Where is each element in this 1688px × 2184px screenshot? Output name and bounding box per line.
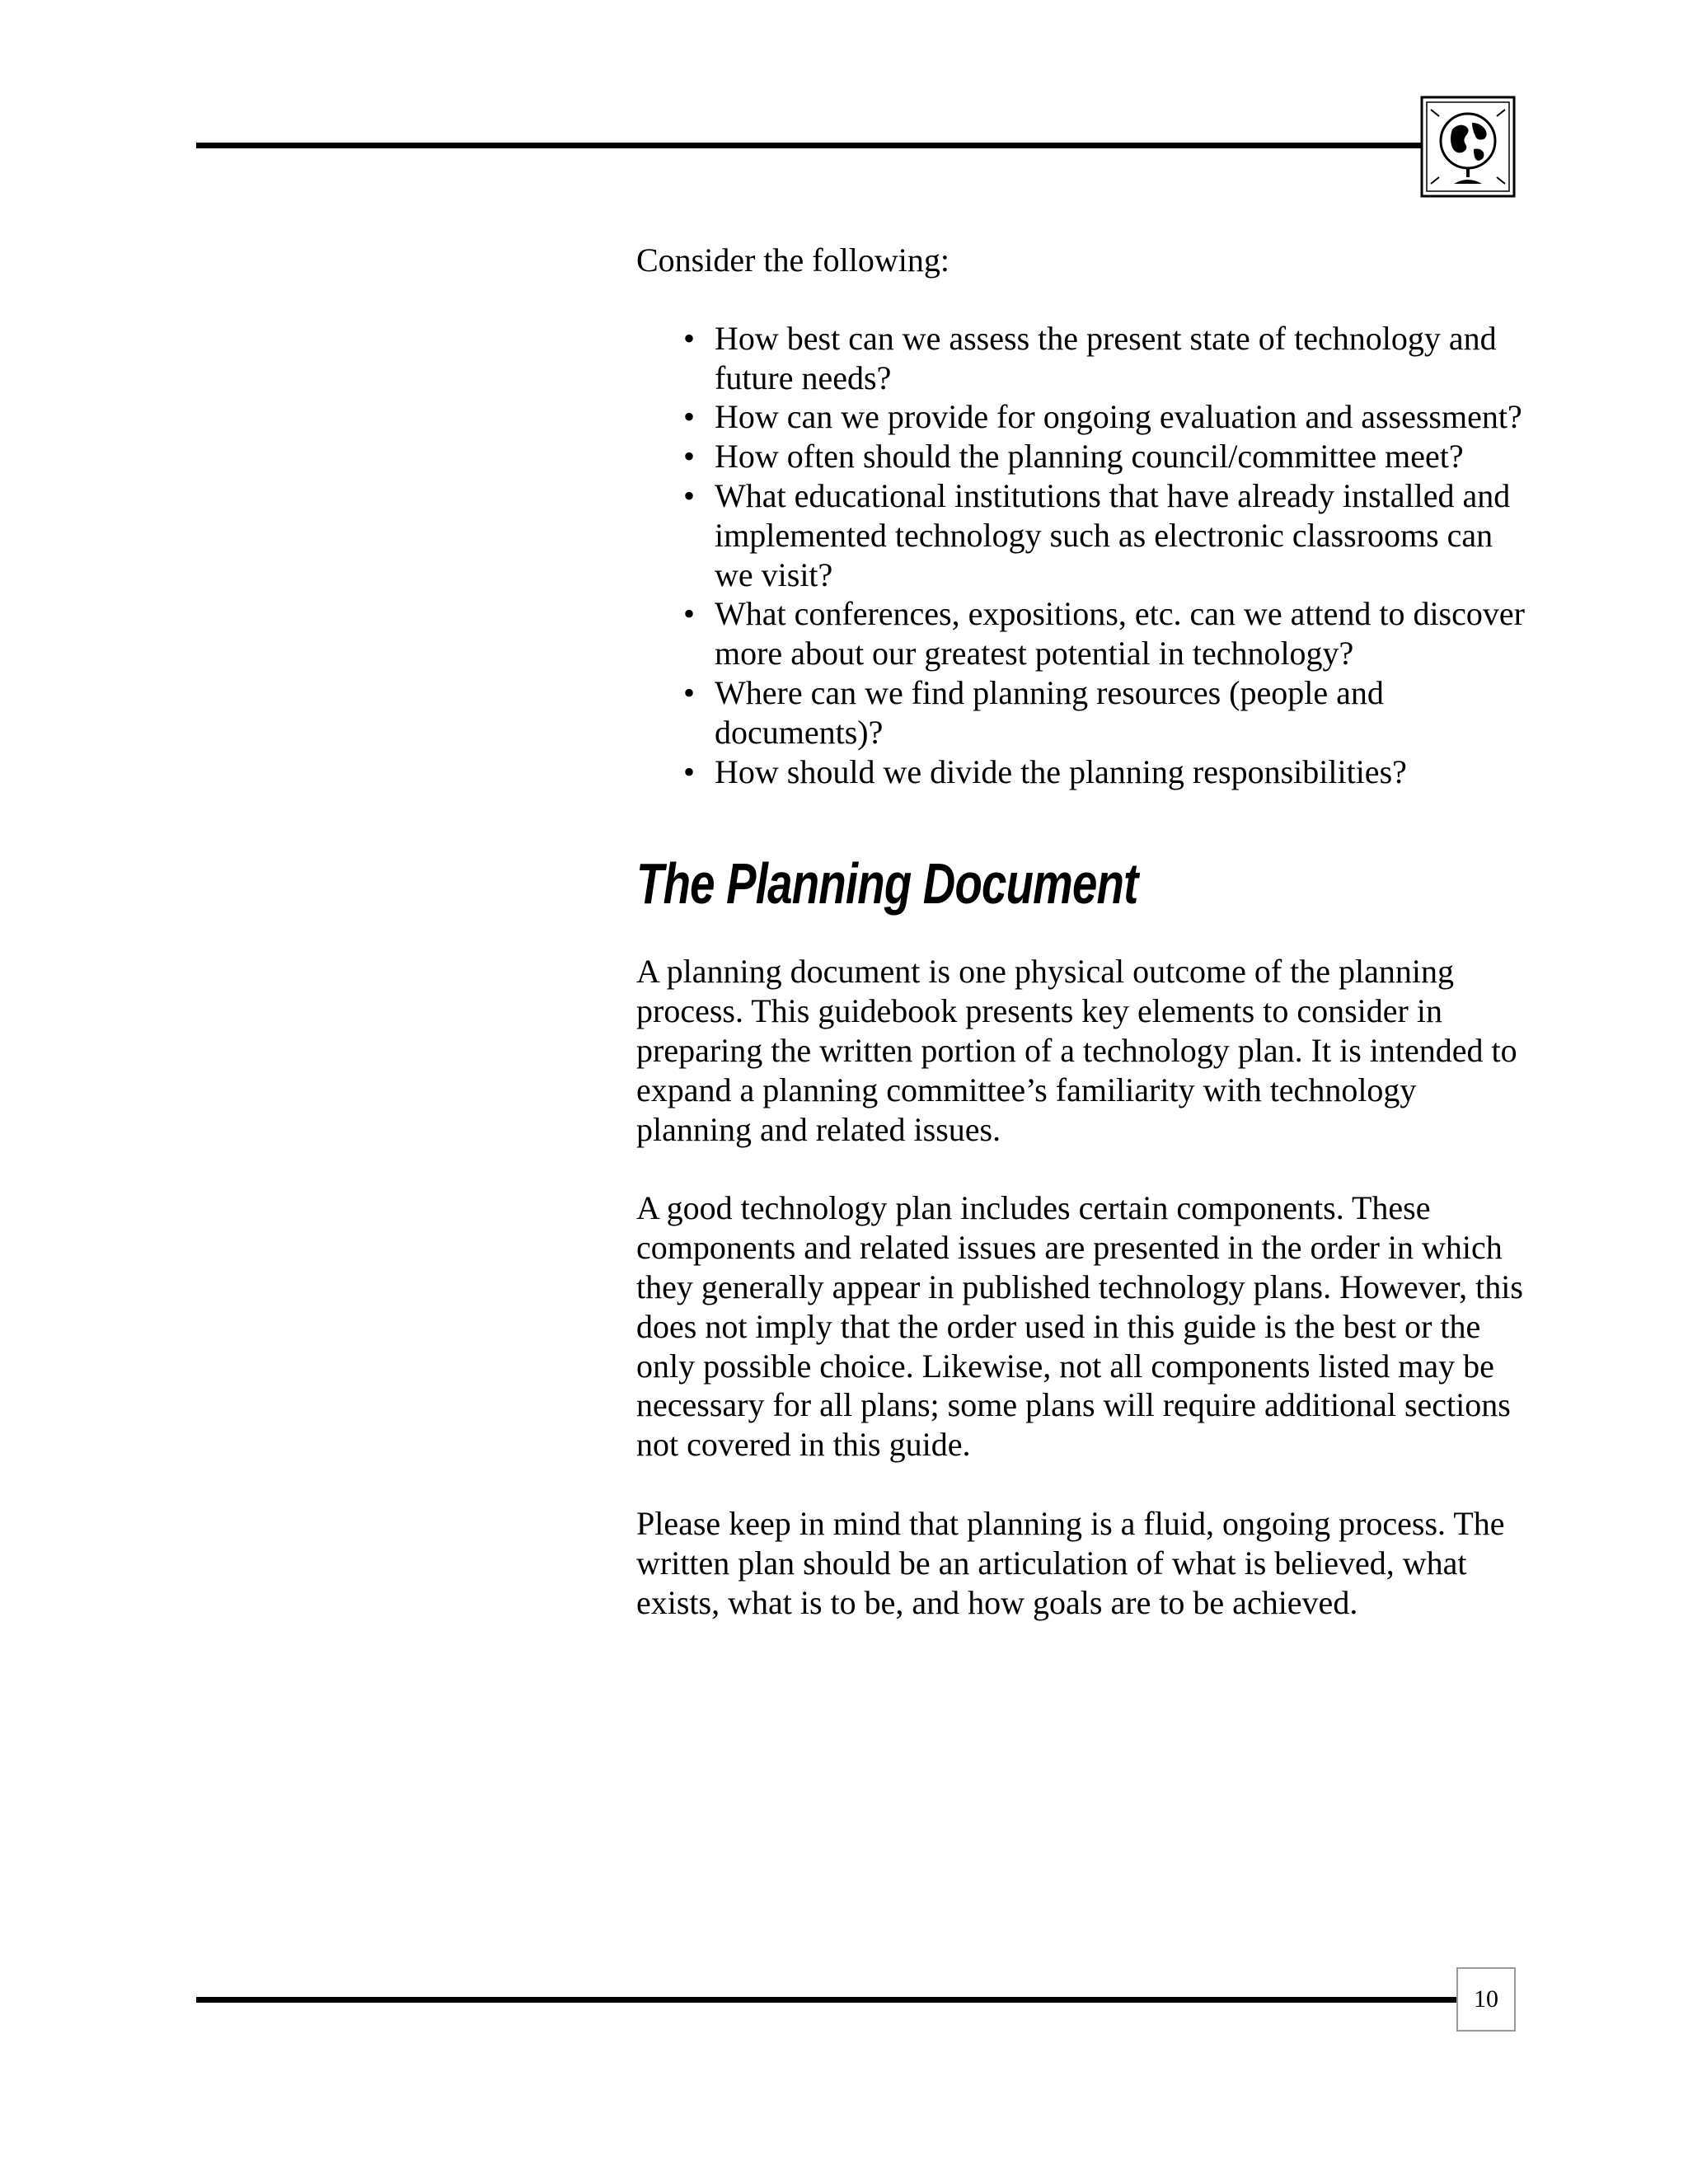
body-paragraph: Please keep in mind that planning is a fluid, ongoing process. The written plan should be an articulation of what is believed, what exists, what is to be, and how goals are to be achieved. xyxy=(636,1504,1505,1621)
bullet-icon: • xyxy=(683,476,696,514)
list-item: • Where can we find planning resources (people and documents)? xyxy=(683,673,1384,751)
list-item: • How can we provide for ongoing evaluation and assessment? xyxy=(683,398,1522,436)
globe-icon xyxy=(1419,95,1517,199)
bullet-icon: • xyxy=(683,752,696,790)
list-item: • What educational institutions that have already installed and implemented technology such as electronic classrooms can we visit? xyxy=(683,476,1511,593)
list-item: • What conferences, expositions, etc. can we attend to discover more about our greatest potential in technology? xyxy=(683,595,1525,673)
bullet-icon: • xyxy=(683,398,696,436)
questions-list xyxy=(636,319,1526,792)
bullet-icon: • xyxy=(683,438,696,476)
body-paragraph: A planning document is one physical outcome of the planning process. This guidebook presents key elements to consider in preparing the written portion of a technology plan. It is intended to expand a planning committee’s familiarity with technology planning and related issues. xyxy=(636,953,1517,1148)
page-number: 10 xyxy=(1456,1967,1516,2032)
footer-rule xyxy=(196,1997,1457,2003)
section-heading: The Planning Document xyxy=(636,851,1138,916)
main-content xyxy=(636,241,1526,1661)
body-paragraph: A good technology plan includes certain components. These components and related issues are presented in the order in which they generally appear in published technology plans. However, this does not imply that the order used in this guide is the best or the only possible choice. Likewise, not all components listed may be necessary for all plans; some plans will require additional sections not covered in this guide. xyxy=(636,1189,1523,1464)
bullet-icon: • xyxy=(683,319,696,357)
list-item: • How should we divide the planning responsibilities? xyxy=(683,752,1407,790)
header-rule xyxy=(196,143,1421,148)
list-item: • How best can we assess the present state of technology and future needs? xyxy=(683,319,1497,396)
bullet-icon: • xyxy=(683,595,696,633)
bullet-icon: • xyxy=(683,673,696,711)
intro-text: Consider the following: xyxy=(636,241,950,279)
list-item: • How often should the planning council/committee meet? xyxy=(683,438,1464,476)
